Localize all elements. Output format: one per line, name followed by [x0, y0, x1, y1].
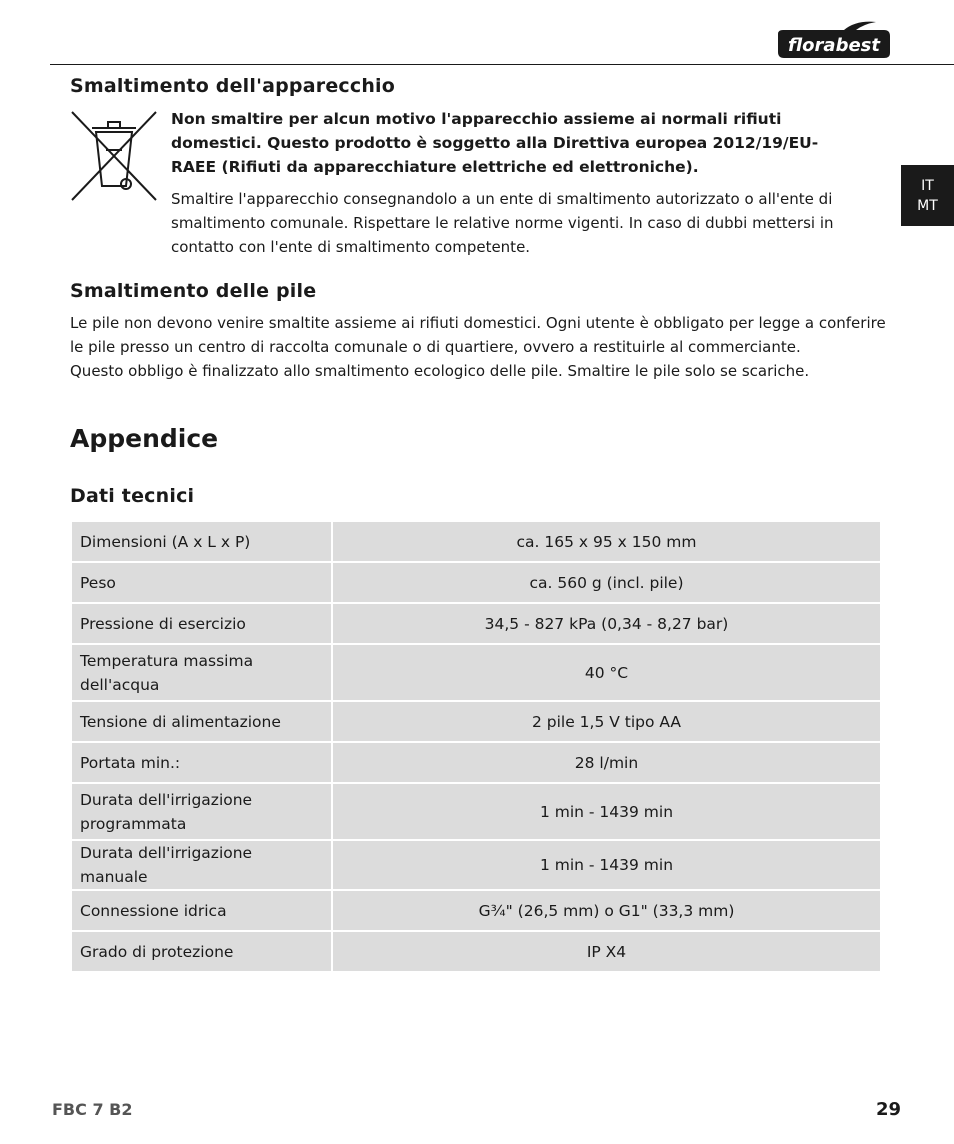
table-row [72, 841, 880, 889]
model-number: FBC 7 B2 [52, 1100, 133, 1119]
section-title-tech-data: Dati tecnici [70, 485, 195, 507]
section-title-device-disposal: Smaltimento dell'apparecchio [70, 75, 396, 97]
row-value: 28 l/min [333, 743, 880, 782]
table-row [72, 932, 880, 971]
device-warning: Non smaltire per alcun motivo l'apparecchio assieme ai normali rifiuti domestici. Questo prodotto è soggetto alla Direttiva europea 2012/19/EU- RAEE (Rifiuti da apparecchiature elettriche ed elettroniche). [171, 110, 819, 176]
row-value: 2 pile 1,5 V tipo AA [333, 702, 880, 741]
row-label: Grado di protezione [72, 932, 331, 971]
lang-code-it: IT [921, 177, 934, 194]
page-number: 29 [876, 1099, 902, 1120]
language-tab [901, 165, 954, 226]
section-title-battery-disposal: Smaltimento delle pile [70, 280, 317, 302]
row-label: Durata dell'irrigazione manuale [72, 841, 331, 889]
row-label: Connessione idrica [72, 891, 331, 930]
table-row [72, 743, 880, 782]
crossed-out-wheelie-bin-icon [70, 110, 158, 202]
row-label: Tensione di alimentazione [72, 702, 331, 741]
row-value: ca. 165 x 95 x 150 mm [333, 522, 880, 561]
table-row [72, 645, 880, 700]
row-value: ca. 560 g (incl. pile) [333, 563, 880, 602]
table-row [72, 891, 880, 930]
row-value: IP X4 [333, 932, 880, 971]
lang-code-mt: MT [917, 197, 938, 214]
table-row [72, 563, 880, 602]
row-value: 34,5 - 827 kPa (0,34 - 8,27 bar) [333, 604, 880, 643]
row-value: 40 °C [333, 645, 880, 700]
table-row [72, 784, 880, 839]
battery-disposal-text: Le pile non devono venire smaltite assieme ai rifiuti domestici. Ogni utente è obbligato per legge a conferire le pile presso un centro di raccolta comunale o di quartiere, ovvero a restituirle al commerciante. Questo obbligo è finalizzato allo smaltimento ecologico delle pile. Smaltire le pile solo se scariche. [70, 314, 886, 380]
row-value: 1 min - 1439 min [333, 841, 880, 889]
header-rule [50, 64, 954, 65]
row-label: Peso [72, 563, 331, 602]
row-label: Portata min.: [72, 743, 331, 782]
table-row [72, 702, 880, 741]
row-value: G¾" (26,5 mm) o G1" (33,3 mm) [333, 891, 880, 930]
row-value: 1 min - 1439 min [333, 784, 880, 839]
device-disposal-text: Smaltire l'apparecchio consegnandolo a un ente di smaltimento autorizzato o all'ente di smaltimento comunale. Rispettare le relative norme vigenti. In caso di dubbi mettersi in contatto con l'ente di smaltimento competente. [171, 190, 834, 256]
appendix-title: Appendice [70, 424, 219, 453]
tech-data-table [70, 520, 882, 973]
florabest-logo [776, 20, 892, 60]
table-row [72, 604, 880, 643]
table-row [72, 522, 880, 561]
row-label: Pressione di esercizio [72, 604, 331, 643]
row-label: Durata dell'irrigazione programmata [72, 784, 331, 839]
row-label: Temperatura massima dell'acqua [72, 645, 331, 700]
logo-text: florabest [788, 35, 880, 56]
row-label: Dimensioni (A x L x P) [72, 522, 331, 561]
